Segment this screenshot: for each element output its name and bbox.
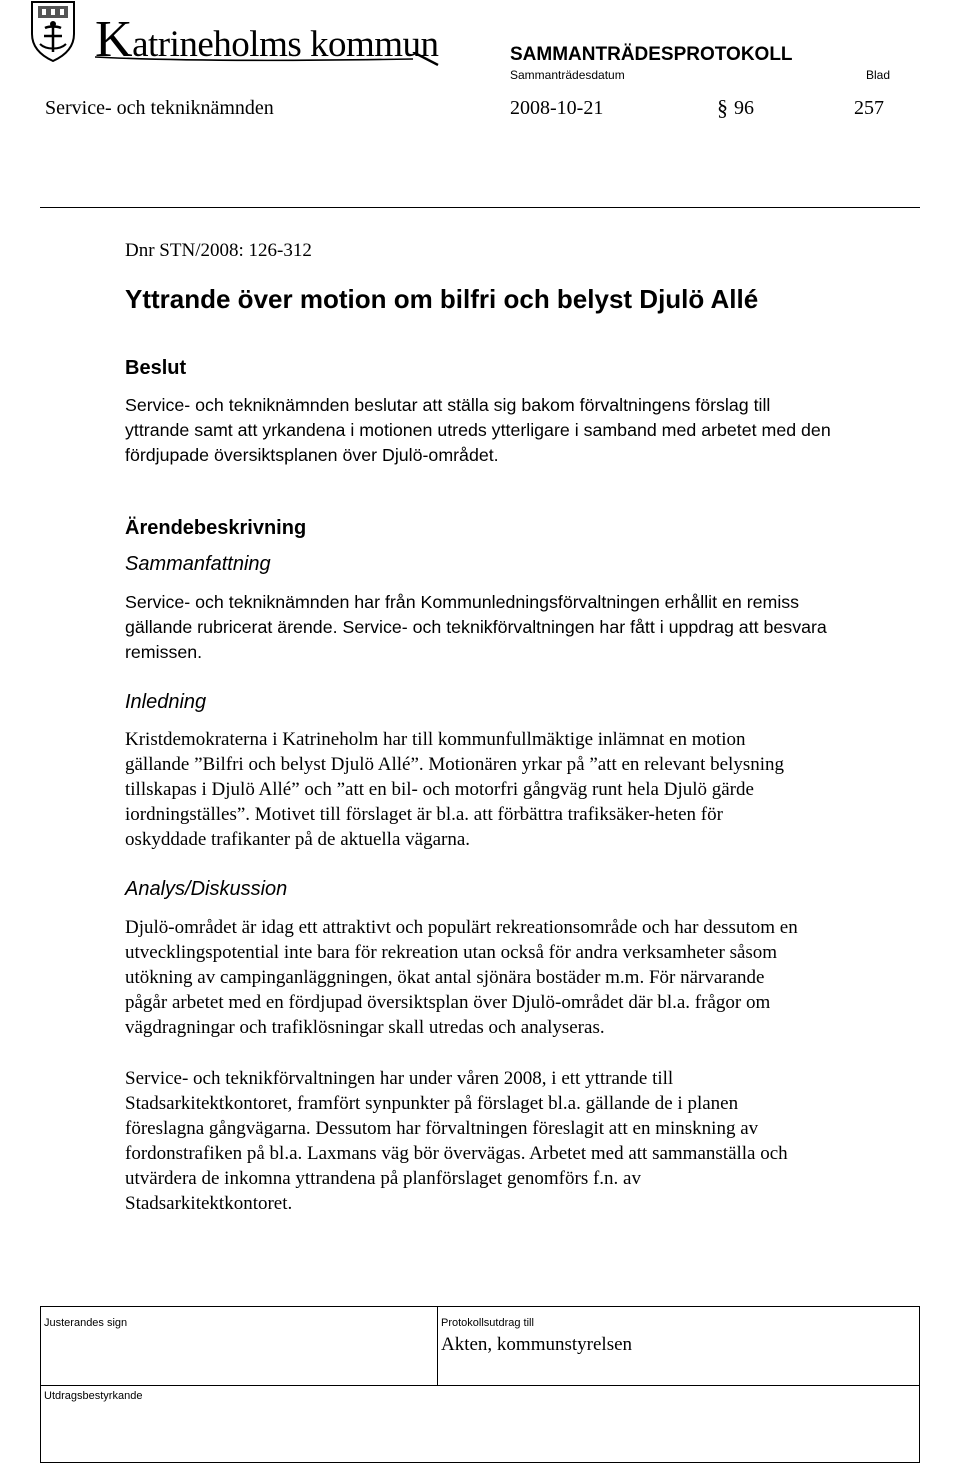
analysis-line: Stadsarkitektkontoret, framfört synpunkter på förslaget bl.a. gällande de i planen xyxy=(125,1093,739,1114)
analysis-paragraph-2 xyxy=(125,1066,925,1216)
analysis-line: Service- och teknikförvaltningen har under våren 2008, i ett yttrande till xyxy=(125,1068,674,1089)
case-number: Dnr STN/2008: 126-312 xyxy=(125,240,312,261)
introduction-line: iordningställes”. Motivet till förslaget är bl.a. att förbättra trafiksäker-heten för xyxy=(125,804,723,825)
summary-line: remissen. xyxy=(125,642,203,662)
summary-heading: Sammanfattning xyxy=(125,553,271,575)
meeting-date: 2008-10-21 xyxy=(510,97,604,119)
analysis-line: pågår arbetet med en fördjupad översiktsplan över Djulö-området där bl.a. frågor om xyxy=(125,992,771,1013)
analysis-line: Stadsarkitektkontoret. xyxy=(125,1193,293,1214)
introduction-line: tillskapas i Djulö Allé” och ”att en bil- och motorfri gångväg runt hela Djulö gärde xyxy=(125,779,754,800)
page-label: Blad xyxy=(866,68,891,82)
extract-certification-label: Utdragsbestyrkande xyxy=(44,1390,143,1402)
organization-name: Katrineholms kommun xyxy=(95,11,439,68)
paragraph-sign: § xyxy=(717,95,728,120)
municipal-coat-of-arms-icon xyxy=(30,0,76,62)
paragraph-number: 96 xyxy=(734,97,754,119)
analysis-line: fordonstrafiken på bl.a. Laxmans väg bör övervägas. Arbetet med att sammanställa och xyxy=(125,1143,788,1164)
footer-row-divider xyxy=(40,1385,920,1386)
logo-underline-swoosh xyxy=(95,52,440,66)
case-description-heading: Ärendebeskrivning xyxy=(125,517,307,539)
introduction-line: gällande ”Bilfri och belyst Djulö Allé”. Motionären yrkar på ”att en relevant belysning xyxy=(125,754,784,775)
introduction-line: oskyddade trafikanter på de aktuella vägarna. xyxy=(125,829,471,850)
extract-to-value: Akten, kommunstyrelsen xyxy=(441,1334,633,1355)
summary-line: gällande rubricerat ärende. Service- och teknikförvaltningen har fått i uppdrag att besvara xyxy=(125,617,827,637)
committee-name: Service- och tekniknämnden xyxy=(45,97,274,119)
adjuster-sign-label: Justerandes sign xyxy=(44,1317,128,1329)
introduction-heading: Inledning xyxy=(125,691,207,713)
summary-text xyxy=(125,590,925,665)
analysis-line: utvecklingspotential inte bara för rekreation utan också för andra verksamheter såsom xyxy=(125,942,778,963)
summary-line: Service- och tekniknämnden har från Kommunledningsförvaltningen erhållit en remiss xyxy=(125,592,800,612)
meeting-date-label: Sammanträdesdatum xyxy=(510,68,625,82)
extract-to-label: Protokollsutdrag till xyxy=(441,1317,534,1329)
decision-line: fördjupade översiktsplanen över Djulö-området. xyxy=(125,445,499,465)
analysis-line: vägdragningar och trafiklösningar skall utredas och analyseras. xyxy=(125,1017,605,1038)
introduction-line: Kristdemokraterna i Katrineholm har till kommunfullmäktige inlämnat en motion xyxy=(125,729,746,750)
page-number: 257 xyxy=(854,97,884,119)
introduction-text xyxy=(125,727,925,852)
decision-text xyxy=(125,393,925,468)
analysis-line: Djulö-området är idag ett attraktivt och populärt rekreationsområde och har dessutom en xyxy=(125,917,798,938)
analysis-line: föreslagna gångvägarna. Dessutom har förvaltningen föreslagit att en minskning av xyxy=(125,1118,759,1139)
decision-heading: Beslut xyxy=(125,357,187,379)
analysis-paragraph-1 xyxy=(125,915,925,1040)
analysis-line: utökning av campinganläggningen, ökat antal sjönära bostäder m.m. För närvarande xyxy=(125,967,765,988)
header-divider xyxy=(40,207,920,208)
decision-line: Service- och tekniknämnden beslutar att ställa sig bakom förvaltningens förslag till xyxy=(125,395,771,415)
analysis-line: utvärdera de inkomna yttrandena på planförslaget genomförs f.n. av xyxy=(125,1168,641,1189)
document-type-title: SAMMANTRÄDESPROTOKOLL xyxy=(510,44,793,65)
analysis-heading: Analys/Diskussion xyxy=(125,878,288,900)
decision-line: yttrande samt att yrkandena i motionen utreds ytterligare i samband med arbetet med den xyxy=(125,420,831,440)
footer-column-divider xyxy=(437,1306,438,1385)
document-title: Yttrande över motion om bilfri och belyst Djulö Allé xyxy=(125,284,759,314)
